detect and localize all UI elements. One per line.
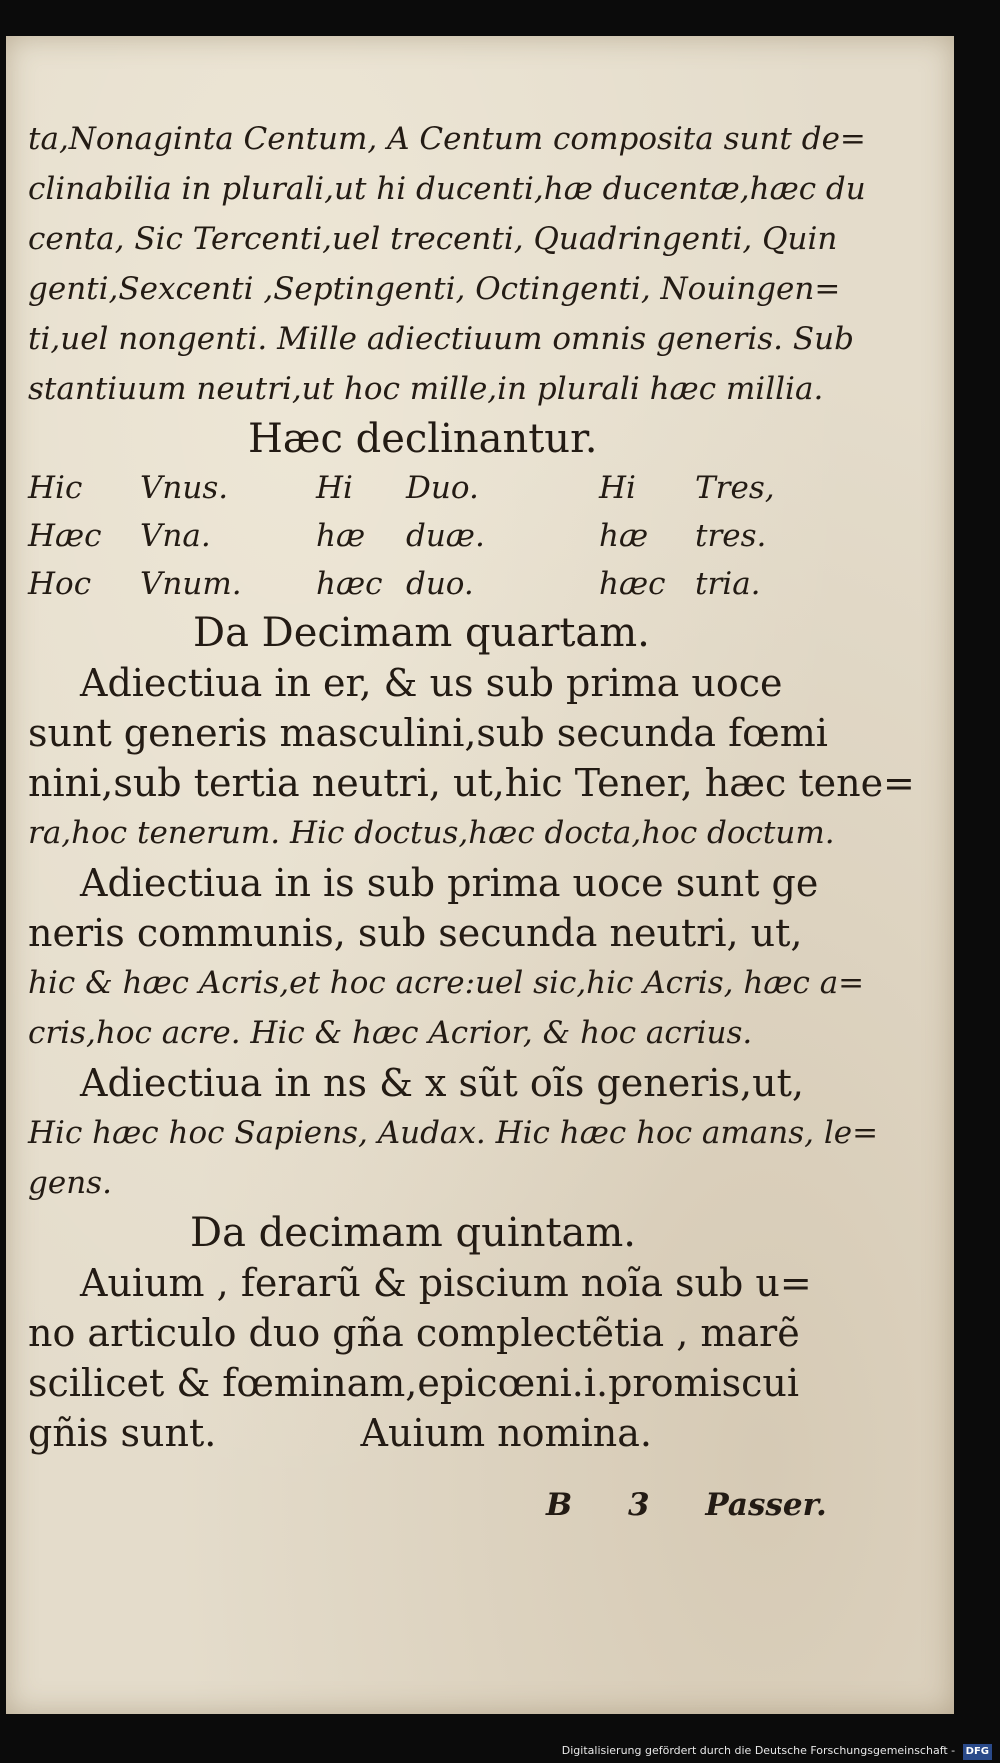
heading-auium-nomina: Auium nomina. bbox=[360, 1411, 652, 1455]
declension-cell: tria. bbox=[695, 566, 761, 602]
declension-cell: Vna. bbox=[140, 518, 211, 554]
body-line: gens. bbox=[28, 1165, 112, 1201]
declension-cell: tres. bbox=[695, 518, 767, 554]
page-text bbox=[28, 114, 915, 1458]
declension-cell: Hi bbox=[316, 470, 353, 506]
declension-cell: Vnum. bbox=[140, 566, 242, 602]
body-line: clinabilia in plurali,ut hi ducenti,hæ ducentæ,hæc du bbox=[28, 171, 866, 207]
body-line: stantiuum neutri,ut hoc mille,in plurali hæc millia. bbox=[28, 371, 824, 407]
body-line: sunt generis masculini,sub secunda fœmi bbox=[28, 711, 828, 755]
body-line: no articulo duo gña complectẽtia , marẽ bbox=[28, 1311, 800, 1355]
declension-row bbox=[28, 560, 828, 608]
body-line: neris communis, sub secunda neutri, ut, bbox=[28, 911, 803, 955]
declension-cell: Hi bbox=[599, 470, 636, 506]
declension-cell: duæ. bbox=[406, 518, 485, 554]
body-line: ra,hoc tenerum. Hic doctus,hæc docta,hoc doctum. bbox=[28, 815, 835, 851]
body-line: Adiectiua in er, & us sub prima uoce bbox=[80, 661, 783, 705]
declension-cell: Duo. bbox=[406, 470, 479, 506]
body-line: nini,sub tertia neutri, ut,hic Tener, hæc tene= bbox=[28, 761, 915, 805]
signature-number: 3 bbox=[628, 1487, 650, 1523]
catchword: Passer. bbox=[705, 1487, 827, 1523]
declension-cell: hæc bbox=[599, 566, 666, 602]
body-line: ta,Nonaginta Centum, A Centum composita sunt de= bbox=[28, 121, 866, 157]
declension-row bbox=[28, 464, 828, 512]
body-line bbox=[28, 1408, 828, 1458]
declension-cell: duo. bbox=[406, 566, 474, 602]
heading-decimam-quartam: Da Decimam quartam. bbox=[193, 610, 650, 656]
declension-cell: Hic bbox=[28, 470, 83, 506]
body-line: Adiectiua in ns & x sũt oĩs generis,ut, bbox=[80, 1061, 804, 1105]
body-line: cris,hoc acre. Hic & hæc Acrior, & hoc acrius. bbox=[28, 1015, 753, 1051]
body-line: Auium , ferarũ & piscium noĩa sub u= bbox=[80, 1261, 812, 1305]
book-page bbox=[6, 36, 954, 1714]
signature-mark: B bbox=[546, 1487, 573, 1523]
declension-row bbox=[28, 512, 828, 560]
dfg-logo-icon: DFG bbox=[963, 1744, 992, 1760]
declension-cell: hæc bbox=[316, 566, 383, 602]
body-line: ti,uel nongenti. Mille adiectiuum omnis generis. Sub bbox=[28, 321, 854, 357]
body-line: hic & hæc Acris,et hoc acre:uel sic,hic Acris, hæc a= bbox=[28, 965, 865, 1001]
declension-cell: hæ bbox=[599, 518, 649, 554]
body-line: scilicet & fœminam,epicœni.i.promiscui bbox=[28, 1361, 800, 1405]
footer-text: Digitalisierung gefördert durch die Deutsche Forschungsgemeinschaft - bbox=[561, 1744, 956, 1757]
last-line-left: gñis sunt. bbox=[28, 1411, 217, 1455]
heading-haec-declinantur: Hæc declinantur. bbox=[248, 416, 598, 462]
declension-cell: Vnus. bbox=[140, 470, 229, 506]
heading-decimam-quintam: Da decimam quintam. bbox=[190, 1210, 637, 1256]
body-line: centa, Sic Tercenti,uel trecenti, Quadringenti, Quin bbox=[28, 221, 838, 257]
signature-line bbox=[546, 1487, 872, 1523]
declension-cell: Tres, bbox=[695, 470, 775, 506]
declension-cell: Hæc bbox=[28, 518, 102, 554]
declension-cell: Hoc bbox=[28, 566, 92, 602]
body-line: Hic hæc hoc Sapiens, Audax. Hic hæc hoc amans, le= bbox=[28, 1115, 879, 1151]
body-line: Adiectiua in is sub prima uoce sunt ge bbox=[80, 861, 819, 905]
digitization-footer bbox=[562, 1743, 992, 1759]
declension-cell: hæ bbox=[316, 518, 366, 554]
body-line: genti,Sexcenti ,Septingenti, Octingenti, Nouingen= bbox=[28, 271, 841, 307]
